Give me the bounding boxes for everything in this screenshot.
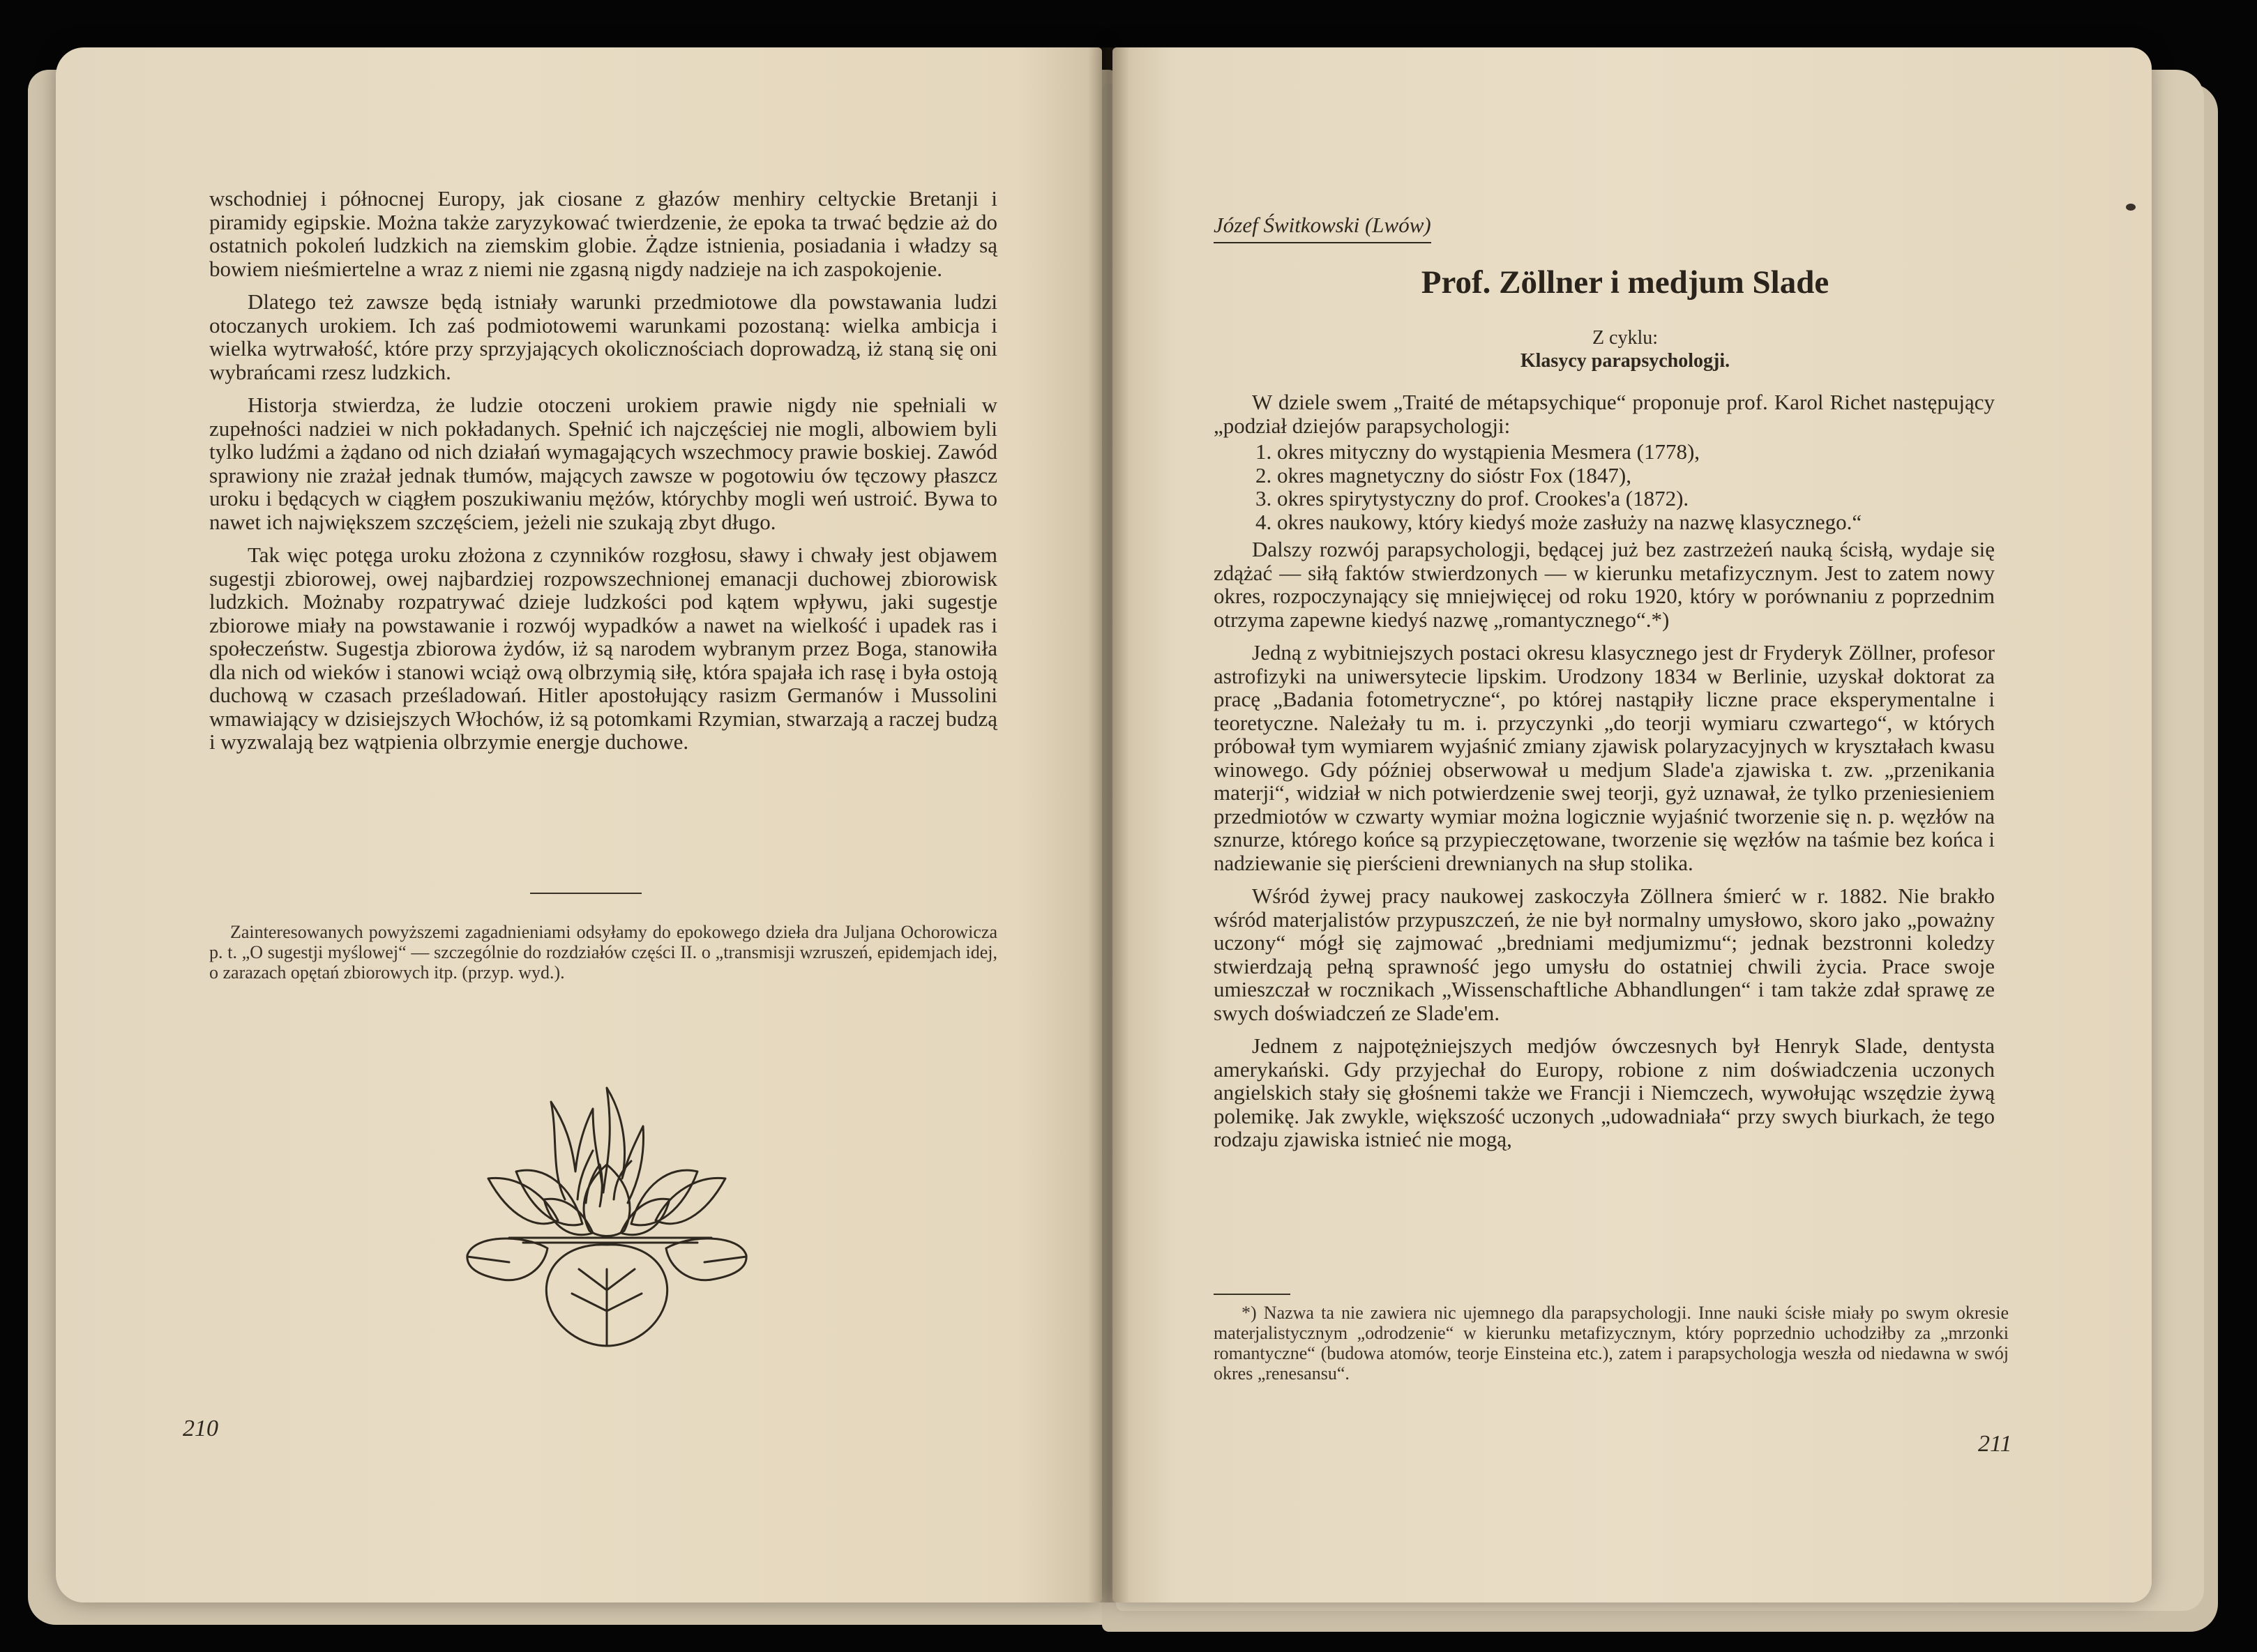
editor-note: Zainteresowanych powyższemi zagadnieniami odsyłamy do epokowego dzieła dra Juljana Ochorowicza p. t. „O sugestji myślowej“ — szczególnie do rozdziałów części II. o „transmisji wzruszeń, epidemjach idej, o zarazach opętań zbiorowych itp. (przyp. wyd.). [209, 922, 997, 983]
article-title: Prof. Zöllner i medjum Slade [1421, 264, 1829, 301]
footnote: *) Nazwa ta nie zawiera nic ujemnego dla parapsychologji. Inne nauki ścisłe miały po swym okresie materjalistycznym „odrodzenie“ w kierunku metafizycznym, który poprzednio uchodziłby za „mrzonki romantyczne“ (budowa atomów, teorje Einsteina etc.), zatem i parapsychologja weszła od niedawna w swój okres „renesansu“. [1214, 1303, 2009, 1384]
article-author: Józef Świtkowski (Lwów) [1214, 213, 1431, 243]
period-item: 4. okres naukowy, który kiedyś może zasłuży na nazwę klasycznego.“ [1255, 509, 1862, 534]
page-number-right: 211 [1978, 1431, 2012, 1457]
right-paragraph-4: Jednem z najpotężniejszych medjów ówczesnych był Henryk Slade, dentysta amerykański. Gdy przyjechał do Europy, robione z nim doświadczenia uczonych angielskich stały się głośnemi także we Francji i Niemczech, wywołując wszędzie żywą polemikę. Jak zwykle, większość uczonych „udowadniała“ przy swych biurkach, że tego rodzaju zjawiska istnieć nie mogą, [1214, 1033, 1995, 1151]
right-page-body [1214, 391, 1995, 1151]
right-paragraph-2: Jedną z wybitniejszych postaci okresu klasycznego jest dr Fryderyk Zöllner, profesor astrofizyki na uniwersytecie lipskim. Urodzony 1834 w Berlinie, uzyskał doktorat za pracę „Badania fotometryczne“, po której nastąpiły liczne prace eksperymentalne i teoretyczne. Należały tu m. i. przyczynki „do teorji wymiaru czwartego“, w których próbował tym wymiarem wyjaśnić zmiany zjawisk polaryzacyjnych w kryształach kwasu winowego. Gdy później obserwował u medjum Slade'a zjawiska t. zw. „przenikania materji“, widział w nich potwierdzenie swej teorji, gyż uznawał, że tylko przeniesieniem przedmiotów w czwarty wymiar można logicznie wyjaśnić tworzenie się n. p. węzłów na sznurze, którego końce są przypieczętowane, tworzenie się węzłów na taśmie bez końca i nadziewanie się pierścieni drewnianych na słup stolika. [1214, 640, 1995, 875]
periods-list [1255, 440, 1995, 533]
book-gutter [1088, 47, 1130, 1602]
left-paragraph-4: Tak więc potęga uroku złożona z czynników rozgłosu, sławy i chwały jest objawem sugestji zbiorowej, owej najbardziej rozpowszechnionej emanacji duchowej zbiorowisk ludzkich. Możnaby rozpatrywać dzieje ludzkości pod kątem wpływu, jaki sugestje zbiorowe miały na powstawanie i rozwój wypadków a nawet na wielkość i upadek ras i społeczeństw. Sugestja zbiorowa żydów, iż są narodem wybranym przez Boga, stanowiła dla nich od wieków i stanowi wciąż ową olbrzymią siłę, która spajała ich rasę i była ostoją duchową w czasach prześladowań. Hitler apostołujący rasizm Germanów i Mussolini wmawiający w dzisiejszych Włochów, iż są potomkami Rzymian, stwarzają a raczej budzą i wyzwalają bez wątpienia olbrzymie energje duchowe. [209, 543, 997, 754]
lotus-petal-right [631, 1170, 697, 1225]
period-item: 3. okres spirytystyczny do prof. Crookes'a (1872). [1255, 486, 1689, 510]
lotus-petal-left [516, 1170, 582, 1225]
left-paragraph-2: Dlatego też zawsze będą istniały warunki przedmiotowe dla powstawania ludzi otoczanych urokiem. Ich zaś podmiotowemi warunkami pozostaną: wielka ambicja i wielka wytrwałość, które przy sprzyjających okolicznościach doprowadzą, iż staną się oni wybrańcami rzesz ludzkich. [209, 289, 997, 384]
left-separator-rule [530, 893, 642, 894]
right-intro: W dziele swem „Traité de métapsychique“ proponuje prof. Karol Richet następujący „podział dziejów parapsychologji: [1214, 390, 1995, 438]
subtitle-cycle-label: Z cyklu: [1592, 327, 1659, 349]
lily-pad-right [666, 1238, 746, 1280]
footnote-rule [1214, 1294, 1290, 1295]
lily-pad-left [467, 1238, 548, 1280]
ink-spot [2126, 204, 2136, 211]
subtitle-cycle-name: Klasycy parapsychologji. [1520, 350, 1730, 372]
right-paragraph-3: Wśród żywej pracy naukowej zaskoczyła Zöllnera śmierć w r. 1882. Nie brakło wśród materjalistów przypuszczeń, że nie był normalny umysłowo, skoro jako „poważny uczony“ mógł się zajmować „bredniami medjumizmu“; jednak bezstronni koledzy stwierdzają pełną sprawność jego umysłu do ostatniej chwili życia. Prace swoje umieszczał w rocznikach „Wissenschaftliche Abhandlungen“ i tam także zdał sprawę ze swych doświadczeń ze Slade'em. [1214, 884, 1995, 1025]
lotus-ornament [460, 1060, 753, 1360]
period-item: 1. okres mityczny do wystąpienia Mesmera (1778), [1255, 439, 1700, 464]
left-paragraph-3: Historja stwierdza, że ludzie otoczeni urokiem prawie nigdy nie spełniali w zupełności nadziei w nich pokładanych. Spełnić ich najczęściej nie mogli, albowiem byli tylko ludźmi a żądano od nich działań wymagających wszechmocy prawie boskiej. Zawód sprawiony nie zrażał jednak tłumów, mających zawsze w pogotowiu ów tęczowy płaszcz uroku i będących w ciągłem poszukiwaniu mężów, którychby mogli weń ustroić. Bywa to nawet ich największem szczęściem, jeżeli nie szukają zbyt długo. [209, 393, 997, 534]
left-paragraph-1: wschodniej i północnej Europy, jak ciosane z głazów menhiry celtyckie Bretanji i piramidy egipskie. Można także zaryzykować twierdzenie, że epoka ta trwać będzie aż do ostatnich pokoleń ludzkich na ziemskim globie. Żądze istnienia, posiadania i władzy są bowiem nieśmiertelne a wraz z niemi nie zgasną nigdy nadzieje na ich zaspokojenie. [209, 186, 997, 281]
period-item: 2. okres magnetyczny do sióstr Fox (1847), [1255, 462, 1631, 487]
lotus-flame-1 [551, 1102, 603, 1199]
right-paragraph-1: Dalszy rozwój parapsychologji, będącej już bez zastrzeżeń nauką ścisłą, wydaje się zdążać — siłą faktów stwierdzonych — w kierunku metafizycznym. Jest to zatem nowy okres, rozpoczynający się mniejwięcej od roku 1920, który w porównaniu z poprzednim otrzyma zapewne kiedyś nazwę „romantycznego“.*) [1214, 537, 1995, 632]
page-number-left: 210 [183, 1416, 218, 1441]
lily-pad-center [546, 1245, 667, 1346]
article-subtitle [1214, 326, 2037, 372]
left-page-body [209, 187, 997, 754]
